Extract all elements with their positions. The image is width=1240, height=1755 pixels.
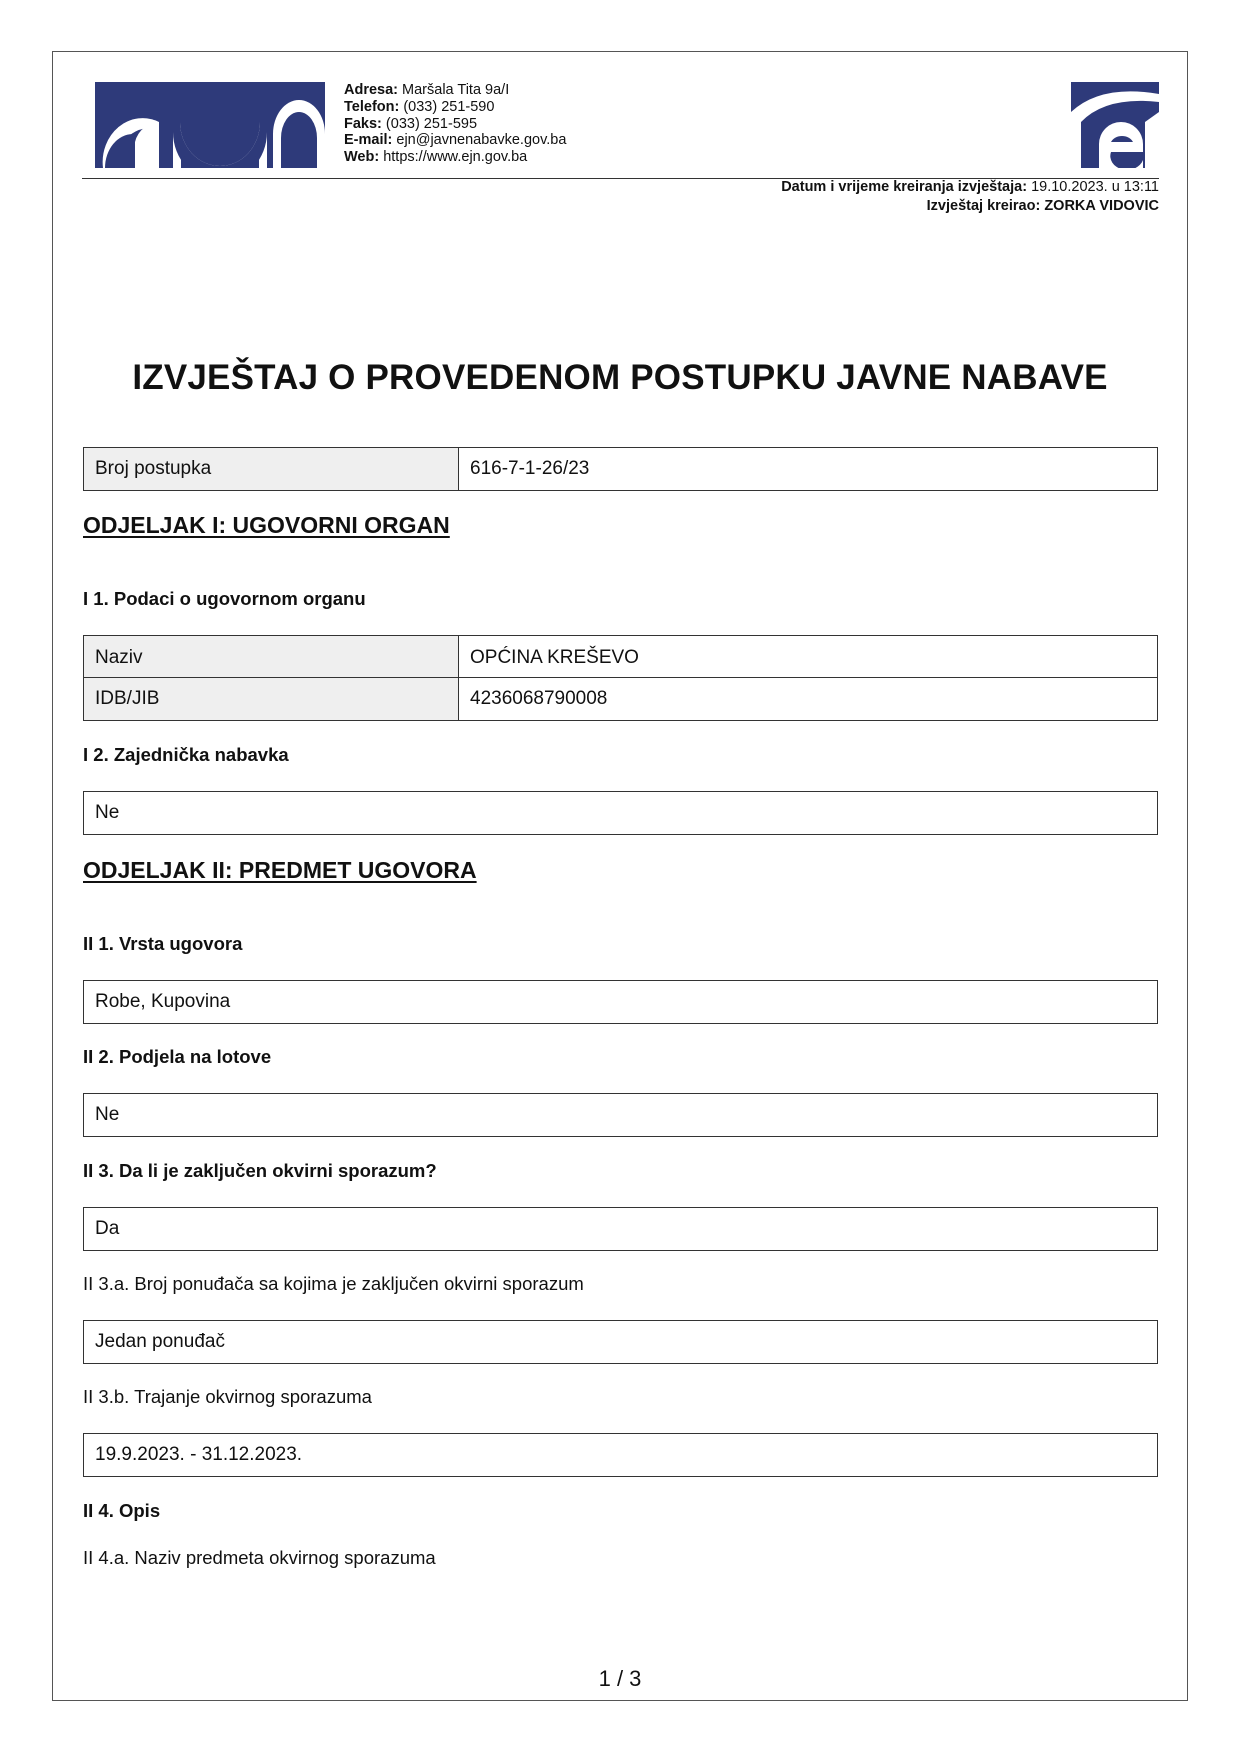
ii3b-value: 19.9.2023. - 31.12.2023.	[83, 1433, 1158, 1477]
report-meta	[781, 178, 1159, 215]
naziv-row	[83, 635, 1158, 679]
report-author: Izvještaj kreirao: ZORKA VIDOVIC	[926, 197, 1159, 214]
document-title: IZVJEŠTAJ O PROVEDENOM POSTUPKU JAVNE NABAVE	[132, 358, 1108, 397]
ii4a-title: II 4.a. Naziv predmeta okvirnog sporazuma	[83, 1547, 436, 1568]
ii3a-title: II 3.a. Broj ponuđača sa kojima je zaključen okvirni sporazum	[83, 1273, 584, 1294]
i1-title: I 1. Podaci o ugovornom organu	[83, 588, 366, 609]
ii3b-title: II 3.b. Trajanje okvirnog sporazuma	[83, 1386, 372, 1407]
idb-row	[83, 677, 1158, 721]
idb-value: 4236068790008	[470, 688, 608, 709]
procedure-number-label: Broj postupka	[84, 448, 459, 490]
ii3-title: II 3. Da li je zaključen okvirni sporazum?	[83, 1160, 437, 1181]
ejn-logo-icon	[95, 82, 325, 168]
ii4-title: II 4. Opis	[83, 1500, 161, 1521]
contact-block	[344, 82, 566, 166]
ii3a-value: Jedan ponuđač	[83, 1320, 1158, 1364]
page-number: 1 / 3	[598, 1666, 642, 1691]
section-2-heading: ODJELJAK II: PREDMET UGOVORA	[83, 857, 477, 883]
ii2-value: Ne	[83, 1093, 1158, 1137]
procedure-number-row	[83, 447, 1158, 491]
procedure-number-value: 616-7-1-26/23	[470, 458, 590, 479]
contact-email: E-mail: ejn@javnenabavke.gov.ba	[344, 132, 567, 149]
i2-title: I 2. Zajednička nabavka	[83, 744, 289, 765]
e-emblem-icon	[1071, 82, 1159, 168]
naziv-label: Naziv	[84, 636, 459, 679]
report-created: Datum i vrijeme kreiranja izvještaja: 19.10.2023. u 13:11	[781, 179, 1159, 195]
contact-web: Web: https://www.ejn.gov.ba	[344, 149, 528, 166]
section-1-heading: ODJELJAK I: UGOVORNI ORGAN	[83, 512, 450, 538]
i2-value: Ne	[83, 791, 1158, 835]
contact-address: Adresa: Maršala Tita 9a/I	[344, 82, 510, 98]
contact-phone: Telefon: (033) 251-590	[344, 98, 495, 115]
contact-fax: Faks: (033) 251-595	[344, 115, 478, 132]
ii2-title: II 2. Podjela na lotove	[83, 1046, 272, 1067]
naziv-value: OPĆINA KREŠEVO	[470, 646, 639, 668]
ii3-value: Da	[83, 1207, 1158, 1251]
ii1-title: II 1. Vrsta ugovora	[83, 933, 243, 954]
ii1-value: Robe, Kupovina	[83, 980, 1158, 1024]
idb-label: IDB/JIB	[84, 678, 459, 720]
